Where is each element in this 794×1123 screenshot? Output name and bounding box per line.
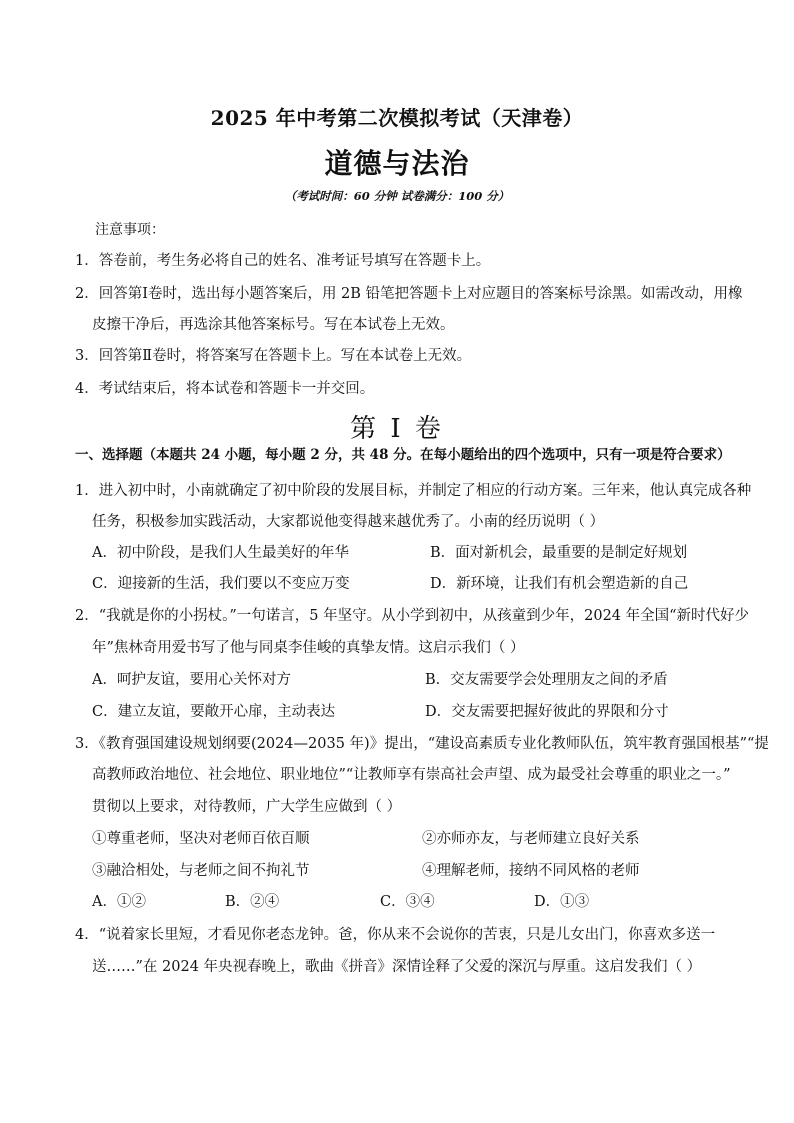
q4-stem-line1: 4．“说着家长里短，才看见你老态龙钟。爸，你从来不会说你的苦衷，只是儿女出门，你喜欢多送一 — [75, 927, 716, 943]
q3-stem-line3: 贯彻以上要求，对待教师，广大学生应做到（ ） — [92, 799, 402, 815]
notice-heading: 注意事项： — [95, 222, 165, 238]
q1-stem-line2: 任务，积极参加实践活动，大家都说他变得越来越优秀了。小南的经历说明（ ） — [92, 514, 605, 530]
q1-option-d: D．新环境，让我们有机会塑造新的自己 — [430, 576, 689, 592]
q1-option-b: B．面对新机会，最重要的是制定好规划 — [430, 545, 688, 561]
q3-statements-row2 — [92, 861, 712, 881]
q3-stem-line2: 高教师政治地位、社会地位、职业地位”“让教师享有崇高社会声望、成为最受社会尊重的职业之一。” — [92, 767, 731, 783]
q2-option-d: D．交友需要把握好彼此的界限和分寸 — [425, 704, 669, 720]
q3-stem-line1: 3．《教育强国建设规划纲要(2024—2035 年)》提出，“建设高素质专业化教师队伍，筑牢教育强国根基”“提 — [75, 736, 769, 752]
q2-stem-line2: 年”焦林奇用爱书写了他与同桌李佳峻的真挚友情。这启示我们（ ） — [92, 640, 525, 656]
q3-option-b: B．②④ — [225, 894, 280, 910]
q3-statement-2: ②亦师亦友，与老师建立良好关系 — [422, 831, 640, 847]
q3-statements-row1 — [92, 829, 712, 849]
subject-title: 道德与法治 — [324, 147, 470, 180]
q3-statement-4: ④理解老师，接纳不同风格的老师 — [422, 863, 640, 879]
q3-statement-3: ③融洽相处，与老师之间不拘礼节 — [92, 863, 310, 879]
section-title: 第 I 卷 — [350, 414, 444, 444]
q2-option-a: A．呵护友谊，要用心关怀对方 — [92, 672, 291, 688]
exam-title: 2025 年中考第二次模拟考试（天津卷） — [210, 106, 584, 130]
q2-option-b: B．交友需要学会处理朋友之间的矛盾 — [425, 672, 668, 688]
notice-item-4: 4．考试结束后，将本试卷和答题卡一并交回。 — [75, 381, 375, 397]
q3-option-a: A．①② — [92, 894, 146, 910]
q1-option-c: C．迎接新的生活，我们要以不变应万变 — [92, 576, 350, 592]
q3-option-d: D．①③ — [534, 894, 590, 910]
notice-item-3: 3．回答第Ⅱ卷时，将答案写在答题卡上。写在本试卷上无效。 — [75, 348, 472, 364]
q3-option-c: C．③④ — [380, 894, 435, 910]
q2-option-c: C．建立友谊，要敞开心扉，主动表达 — [92, 704, 336, 720]
notice-item-2-line2: 皮擦干净后，再选涂其他答案标号。写在本试卷上无效。 — [92, 317, 455, 333]
exam-info: （考试时间：60 分钟 试卷满分：100 分） — [284, 189, 510, 203]
q1-stem-line1: 1．进入初中时，小南就确定了初中阶段的发展目标，并制定了相应的行动方案。三年来，他认真完成各种 — [75, 483, 752, 499]
q4-stem-line2: 送……”在 2024 年央视春晚上，歌曲《拼音》深情诠释了父爱的深沉与厚重。这启发我们（ ） — [92, 959, 702, 975]
q1-option-a: A．初中阶段，是我们人生最美好的年华 — [92, 545, 349, 561]
q3-options-row — [92, 892, 712, 912]
section-intro: 一、选择题（本题共 24 小题，每小题 2 分，共 48 分。在每小题给出的四个选项中，只有一项是符合要求） — [75, 447, 731, 463]
q2-options-row1 — [92, 670, 712, 690]
q2-options-row2 — [92, 702, 712, 722]
q1-options-row2 — [92, 574, 712, 594]
q1-options-row1 — [92, 543, 712, 563]
q2-stem-line1: 2．“我就是你的小拐杖。”一句诺言，5 年坚守。从小学到初中，从孩童到少年，2024 年全国“新时代好少 — [75, 608, 750, 624]
q3-statement-1: ①尊重老师，坚决对老师百依百顺 — [92, 831, 310, 847]
notice-item-2-line1: 2．回答第Ⅰ卷时，选出每小题答案后，用 2B 铅笔把答题卡上对应题目的答案标号涂黑。如需改动，用橡 — [75, 286, 743, 302]
notice-item-1: 1．答卷前，考生务必将自己的姓名、准考证号填写在答题卡上。 — [75, 253, 491, 269]
